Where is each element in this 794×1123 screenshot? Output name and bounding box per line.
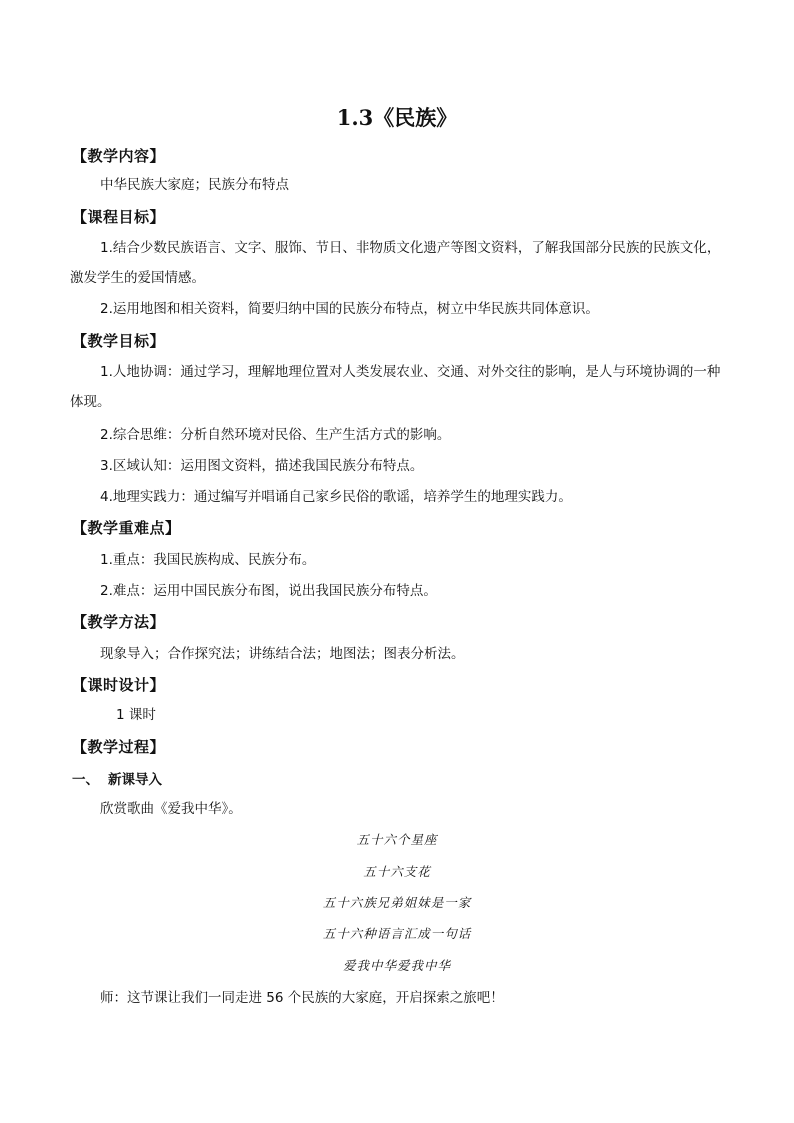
curriculum-goal-item: 2.运用地图和相关资料，简要归纳中国的民族分布特点，树立中华民族共同体意识。 <box>100 301 599 317</box>
subheading-new-lesson-intro <box>72 768 162 788</box>
heading-key-points: 【教学重难点】 <box>72 519 181 537</box>
heading-methods: 【教学方法】 <box>72 613 166 631</box>
teacher-line-text: 师：这节课让我们一同走进 56 个民族的大家庭，开启探索之旅吧！ <box>100 990 504 1006</box>
lesson-design-text: 1 课时 <box>116 707 156 723</box>
teaching-goal-item: 4.地理实践力：通过编写并唱诵自己家乡民俗的歌谣，培养学生的地理实践力。 <box>100 489 572 505</box>
song-lyric-line: 爱我中华爱我中华 <box>342 958 451 973</box>
curriculum-goal-item: 1.结合少数民族语言、文字、服饰、节日、非物质文化遗产等图文资料，了解我国部分民族的民族文化，激发学生的爱国情感。 <box>70 240 721 286</box>
heading-teaching-content: 【教学内容】 <box>72 147 166 165</box>
methods-text: 现象导入；合作探究法；讲练结合法；地图法；图表分析法。 <box>100 646 465 662</box>
heading-lesson-design: 【课时设计】 <box>72 676 166 694</box>
teaching-goal-item: 1.人地协调：通过学习，理解地理位置对人类发展农业、交通、对外交往的影响，是人与环境协调的一种体现。 <box>70 364 721 410</box>
subheading-number: 一、 <box>72 772 99 788</box>
heading-curriculum-goals: 【课程目标】 <box>72 208 166 226</box>
teaching-content-text: 中华民族大家庭；民族分布特点 <box>100 177 289 193</box>
key-point-item: 2.难点：运用中国民族分布图，说出我国民族分布特点。 <box>100 583 437 599</box>
subheading-title: 新课导入 <box>108 772 162 788</box>
heading-teaching-goals: 【教学目标】 <box>72 332 166 350</box>
song-lyric-line: 五十六种语言汇成一句话 <box>322 926 472 941</box>
teaching-goal-item: 2.综合思维：分析自然环境对民俗、生产生活方式的影响。 <box>100 427 451 443</box>
heading-process: 【教学过程】 <box>72 738 166 756</box>
song-lyric-line: 五十六个星座 <box>356 832 438 847</box>
song-intro-text: 欣赏歌曲《爱我中华》。 <box>100 801 242 817</box>
teaching-goal-item: 3.区域认知：运用图文资料，描述我国民族分布特点。 <box>100 458 424 474</box>
song-lyric-line: 五十六支花 <box>363 864 431 879</box>
key-point-item: 1.重点：我国民族构成、民族分布。 <box>100 552 316 568</box>
document-title: 1.3《民族》 <box>336 105 458 130</box>
song-lyric-line: 五十六族兄弟姐妹是一家 <box>322 895 472 910</box>
